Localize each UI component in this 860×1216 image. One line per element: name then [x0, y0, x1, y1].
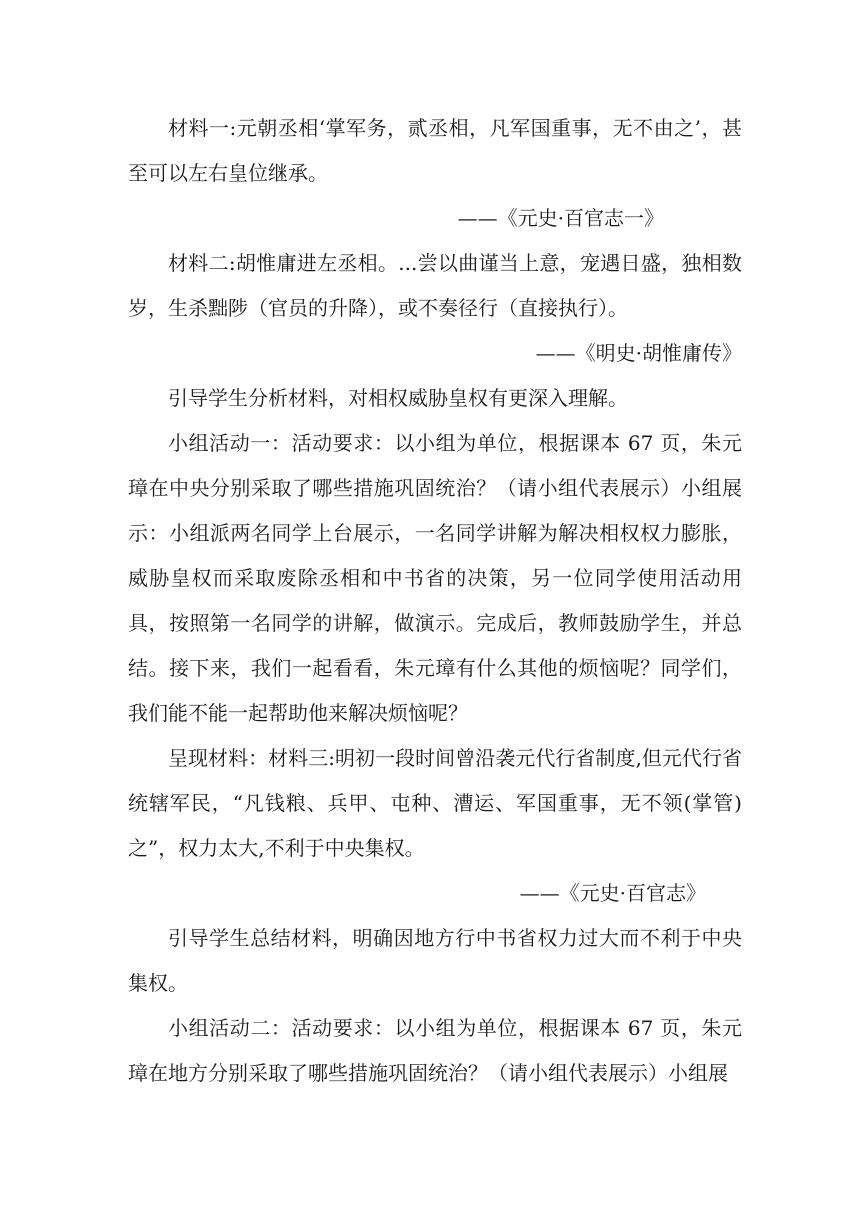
- group-activity-1-paragraph: 小组活动一：活动要求：以小组为单位，根据课本 67 页，朱元璋在中央分别采取了哪些措施巩固统治？（请小组代表展示）小组展示：小组派两名同学上台展示，一名同学讲解为解决相权权力膨胀，威胁皇权而采取废除丞相和中书省的决策，另一位同学使用活动用具，按照第一名同学的讲解，做演示。完成后，教师鼓励学生，并总结。接下来，我们一起看看，朱元璋有什么其他的烦恼呢？同学们，我们能不能一起帮助他来解决烦恼呢？: [128, 431, 742, 725]
- guide-summary-paragraph: 引导学生总结材料，明确因地方行中书省权力过大而不利于中央集权。: [128, 926, 742, 995]
- material-1-source: ——《元史·百官志一》: [457, 206, 664, 230]
- material-2-source: ——《明史·胡惟庸传》: [535, 341, 742, 365]
- document-body: [128, 106, 742, 1096]
- guide-analysis-paragraph: 引导学生分析材料，对相权威胁皇权有更深入理解。: [168, 386, 628, 410]
- group-activity-2-paragraph: 小组活动二：活动要求：以小组为单位，根据课本 67 页，朱元璋在地方分别采取了哪些措施巩固统治？（请小组代表展示）小组展: [128, 1016, 742, 1085]
- material-1-paragraph: 材料一:元朝丞相‘掌军务，贰丞相，凡军国重事，无不由之’，甚至可以左右皇位继承。: [128, 116, 742, 185]
- material-3-source: ——《元史·百官志》: [519, 881, 706, 905]
- material-3-paragraph: 呈现材料：材料三:明初一段时间曾沿袭元代行省制度,但元代行省统辖军民，“凡钱粮、兵甲、屯种、漕运、军国重事，无不领(掌管)之”，权力太大,不利于中央集权。: [128, 746, 742, 860]
- material-2-paragraph: 材料二:胡惟庸进左丞相。...尝以曲谨当上意，宠遇日盛，独相数岁，生杀黜陟（官员的升降），或不奏径行（直接执行）。: [128, 251, 742, 320]
